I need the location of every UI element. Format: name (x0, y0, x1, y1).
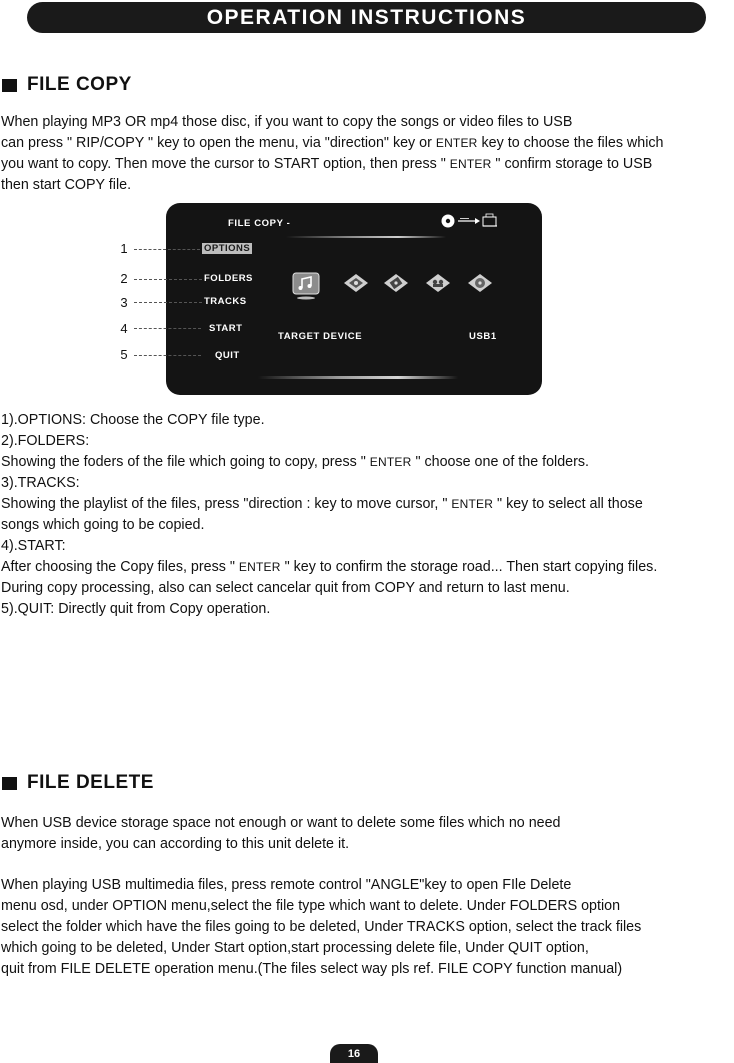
text-segment: 5).QUIT: Directly quit from Copy operation. (1, 601, 271, 617)
text-segment: you want to copy. Then move the cursor to START option, then press " (1, 156, 450, 172)
callout-leader-line (134, 302, 202, 303)
disc-icon (442, 215, 455, 228)
header-bar (27, 2, 706, 33)
text-segment: 3).TRACKS: (1, 475, 80, 491)
text-line: menu osd, under OPTION menu,select the file type which want to delete. Under FOLDERS option (1, 898, 621, 914)
text-segment: During copy processing, also can select cancelar quit from COPY and return to last menu. (1, 580, 570, 596)
file-copy-steps (1, 410, 734, 620)
text-segment: can press " RIP/COPY " key to open the menu, via "direction" key or (1, 135, 436, 151)
section-title-file-delete: FILE DELETE (27, 772, 154, 793)
text-line (1, 431, 734, 452)
text-line (1, 557, 734, 578)
text-segment: then start COPY file. (1, 177, 132, 193)
text-segment: songs which going to be copied. (1, 517, 205, 533)
text-segment: " key to select all those (493, 496, 643, 512)
callout-number: 1 (120, 241, 128, 256)
osd-divider-bottom (258, 376, 458, 379)
file-delete-para-1 (1, 813, 734, 855)
text-segment: When playing MP3 OR mp4 those disc, if you want to copy the songs or video files to USB (1, 114, 573, 130)
enter-key-label: ENTER (451, 497, 494, 511)
callout-number: 3 (120, 295, 128, 310)
osd-menu-folders[interactable]: FOLDERS (204, 273, 253, 284)
text-line (1, 515, 734, 536)
osd-divider-top (286, 236, 446, 238)
text-line: anymore inside, you can according to this unit delete it. (1, 836, 350, 852)
text-segment: " confirm storage to USB (491, 156, 653, 172)
text-line (1, 578, 734, 599)
usb-drive-icon (483, 214, 497, 226)
photo-icon[interactable] (342, 271, 370, 295)
enter-key-label: ENTER (238, 560, 281, 574)
text-segment: 4).START: (1, 538, 66, 554)
file-delete-heading (2, 772, 154, 794)
file-copy-osd-screen (166, 203, 542, 395)
file-copy-intro (1, 112, 734, 196)
file-copy-heading (2, 74, 132, 96)
enter-key-label: ENTER (435, 136, 478, 150)
text-line: When playing USB multimedia files, press remote control "ANGLE"key to open FIle Delete (1, 877, 572, 893)
text-line (1, 112, 734, 133)
text-line: When USB device storage space not enough or want to delete some files which no need (1, 815, 561, 831)
square-bullet-icon (2, 79, 17, 92)
text-line: select the folder which have the files going to be deleted, Under TRACKS option, select the track files (1, 919, 642, 935)
osd-menu-start[interactable]: START (209, 323, 243, 334)
text-line: quit from FILE DELETE operation menu.(The files select way pls ref. FILE COPY function manual) (1, 961, 623, 977)
text-line (1, 410, 734, 431)
osd-target-device-value: USB1 (469, 331, 497, 342)
text-line (1, 473, 734, 494)
page-title: OPERATION INSTRUCTIONS (206, 5, 527, 29)
video-icon[interactable] (382, 271, 410, 295)
callout-number: 2 (120, 271, 128, 286)
callout-leader-line (134, 249, 200, 250)
text-segment: " choose one of the folders. (411, 454, 590, 470)
text-segment: 1).OPTIONS: Choose the COPY file type. (1, 412, 265, 428)
osd-target-device-label: TARGET DEVICE (278, 331, 363, 342)
page-number-tab (330, 1044, 378, 1063)
text-line (1, 599, 734, 620)
page-number: 16 (347, 1047, 361, 1060)
osd-menu-tracks[interactable]: TRACKS (204, 296, 247, 307)
text-segment: " key to confirm the storage road... Then start copying files. (280, 559, 658, 575)
file-delete-para-2 (1, 875, 734, 980)
text-line (1, 452, 734, 473)
callout-leader-line (134, 328, 201, 329)
text-segment: Showing the playlist of the files, press "direction : key to move cursor, " (1, 496, 452, 512)
enter-key-label: ENTER (449, 157, 492, 171)
osd-device-icons (439, 213, 499, 229)
callout-leader-line (134, 355, 201, 356)
osd-menu-options[interactable]: OPTIONS (204, 243, 251, 254)
text-segment: key to choose the files which (477, 135, 664, 151)
callout-leader-line (134, 279, 202, 280)
text-line (1, 175, 734, 196)
text-line (1, 536, 734, 557)
text-line: which going to be deleted, Under Start option,start processing delete file, Under QUIT option, (1, 940, 589, 956)
square-bullet-icon (2, 777, 17, 790)
osd-menu-quit[interactable]: QUIT (215, 350, 240, 361)
enter-key-label: ENTER (369, 455, 412, 469)
camera-icon[interactable] (424, 271, 452, 295)
arrow-right-icon (458, 218, 480, 224)
text-line (1, 133, 734, 154)
section-title-file-copy: FILE COPY (27, 74, 132, 95)
music-icon[interactable] (290, 271, 322, 301)
text-line (1, 494, 734, 515)
callout-number: 4 (120, 321, 128, 336)
text-line (1, 154, 734, 175)
osd-title: FILE COPY - (228, 218, 291, 229)
text-segment: After choosing the Copy files, press " (1, 559, 239, 575)
callout-number: 5 (120, 347, 128, 362)
disc-icon[interactable] (466, 271, 494, 295)
text-segment: Showing the foders of the file which going to copy, press " (1, 454, 370, 470)
text-segment: 2).FOLDERS: (1, 433, 90, 449)
